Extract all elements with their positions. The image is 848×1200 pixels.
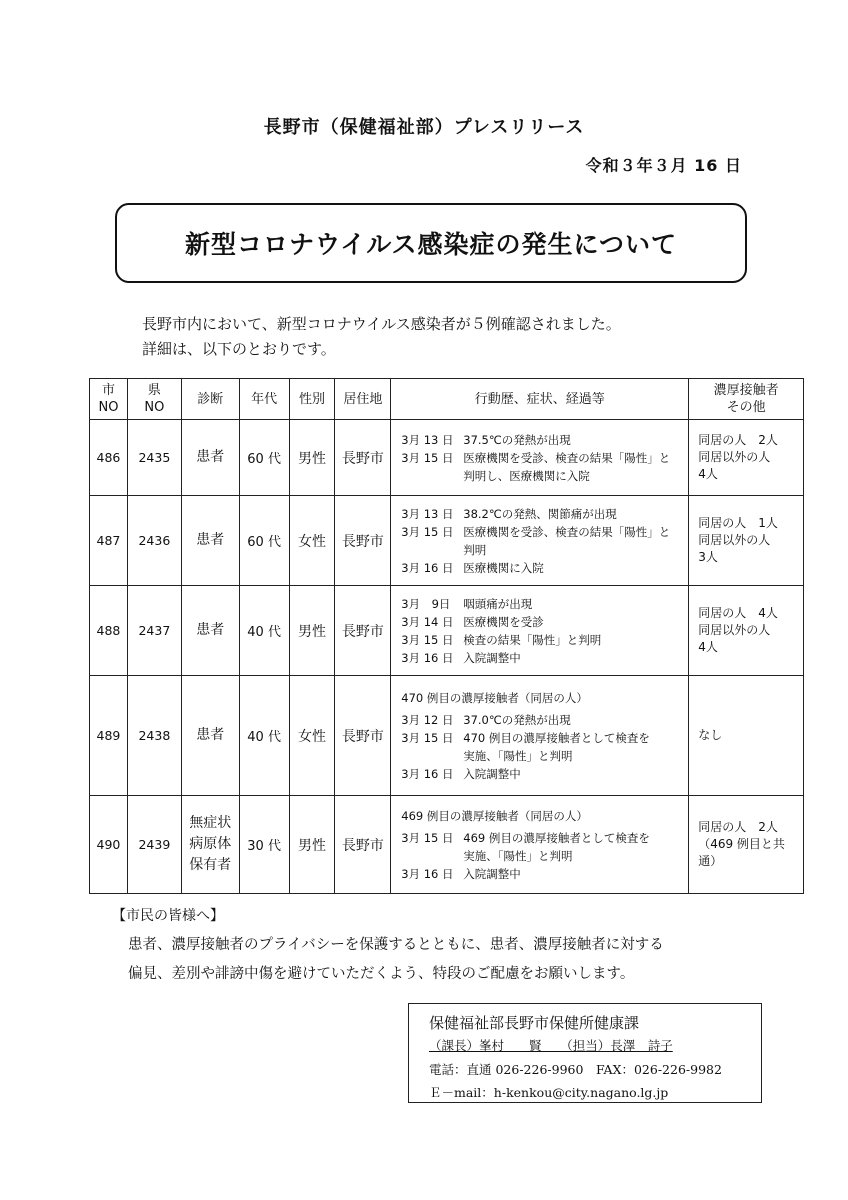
cell-age: 40 代 [239, 676, 289, 796]
contact-case-note: 469 例目の濃厚接触者（同居の人） [401, 808, 588, 823]
cell-age: 30 代 [239, 796, 289, 894]
cell-sex: 男性 [289, 586, 335, 676]
cell-pref-no: 2439 [127, 796, 181, 894]
citizens-message [128, 931, 664, 989]
history-entry [401, 729, 688, 747]
cell-contacts [689, 676, 804, 796]
cell-city-no: 490 [90, 796, 128, 894]
cell-city-no: 488 [90, 586, 128, 676]
cell-contacts [689, 420, 804, 496]
table-row [90, 676, 804, 796]
cell-city-no: 486 [90, 420, 128, 496]
history-text: 入院調整中 [463, 650, 521, 665]
header-diagnosis: 診断 [181, 379, 239, 420]
phone-fax: 電話：直通 026-226-9960 FAX：026-226-9982 [429, 1062, 722, 1077]
history-entry [401, 649, 688, 667]
history-date: 3月 15 日 [401, 524, 454, 539]
history-entry [401, 559, 688, 577]
contact-line: 4人 [698, 640, 718, 654]
citizens-message-line-2: 偏見、差別や誹謗中傷を避けていただくよう、特段のご配慮をお願いします。 [128, 966, 635, 982]
header-pref-no: 県 NO [127, 379, 181, 420]
history-date: 3月 13 日 [401, 432, 454, 447]
contact-line: 通） [698, 854, 723, 868]
history-date: 3月 13 日 [401, 506, 454, 521]
history-text: 検査の結果「陽性」と判明 [463, 632, 602, 647]
intro-line-2: 詳細は、以下のとおりです。 [142, 340, 336, 358]
cell-age: 40 代 [239, 586, 289, 676]
history-entry [401, 711, 688, 729]
history-entry [401, 595, 688, 613]
history-text: 37.5℃の発熱が出現 [463, 432, 571, 447]
cell-age: 60 代 [239, 420, 289, 496]
header-sex: 性別 [289, 379, 335, 420]
contact-line: 同居以外の人 [698, 533, 771, 547]
cell-history [391, 420, 689, 496]
contact-line: 同居以外の人 [698, 450, 771, 464]
contact-line: 同居の人 1人 [698, 516, 778, 530]
cell-pref-no: 2435 [127, 420, 181, 496]
history-date [401, 541, 463, 559]
history-text: 実施、「陽性」と判明 [463, 848, 573, 863]
history-text: 38.2℃の発熱、関節痛が出現 [463, 506, 617, 521]
cell-city-no: 487 [90, 496, 128, 586]
cell-city-no: 489 [90, 676, 128, 796]
contact-line: なし [698, 728, 723, 742]
history-text: 医療機関を受診、検査の結果「陽性」と [463, 524, 671, 539]
press-release-title: 長野市（保健福祉部）プレスリリース [263, 117, 585, 138]
history-text: 37.0℃の発熱が出現 [463, 712, 571, 727]
cell-contacts [689, 496, 804, 586]
release-date: 令和３年３月 16 日 [585, 156, 742, 175]
cell-diagnosis [181, 676, 239, 796]
diagnosis-line: 保有者 [189, 857, 232, 873]
cell-history [391, 496, 689, 586]
history-text: 469 例目の濃厚接触者として検査を [463, 830, 650, 845]
history-entry [401, 431, 688, 449]
contact-line: 同居の人 4人 [698, 606, 778, 620]
cell-history [391, 676, 689, 796]
cell-history [391, 796, 689, 894]
history-date [401, 847, 463, 865]
history-entry [401, 765, 688, 783]
history-entry [401, 829, 688, 847]
history-date: 3月 14 日 [401, 614, 454, 629]
diagnosis-line: 無症状 [189, 815, 232, 831]
history-date: 3月 16 日 [401, 560, 454, 575]
history-text: 入院調整中 [463, 766, 521, 781]
history-text: 判明し、医療機関に入院 [463, 468, 590, 483]
contact-line: 同居以外の人 [698, 623, 771, 637]
history-entry [401, 541, 688, 559]
header-age: 年代 [239, 379, 289, 420]
intro-line-1: 長野市内において、新型コロナウイルス感染者が５例確認されました。 [142, 315, 621, 333]
diagnosis-line: 患者 [196, 622, 225, 638]
history-date: 3月 15 日 [401, 830, 454, 845]
diagnosis-line: 患者 [196, 727, 225, 743]
table-row [90, 496, 804, 586]
document-title-box [115, 203, 747, 283]
history-date: 3月 15 日 [401, 730, 454, 745]
history-date: 3月 12 日 [401, 712, 454, 727]
header-contacts: 濃厚接触者 その他 [689, 379, 804, 420]
intro-paragraph [142, 312, 621, 362]
history-entry [401, 847, 688, 865]
cell-residence: 長野市 [335, 496, 391, 586]
contact-line: 4人 [698, 467, 718, 481]
cell-sex: 女性 [289, 496, 335, 586]
history-date: 3月 15 日 [401, 450, 454, 465]
contact-line: 同居の人 2人 [698, 820, 778, 834]
cell-pref-no: 2436 [127, 496, 181, 586]
history-text: 470 例目の濃厚接触者として検査を [463, 730, 650, 745]
history-date [401, 747, 463, 765]
cell-residence: 長野市 [335, 676, 391, 796]
contact-info-box [408, 1003, 762, 1103]
history-text: 実施、「陽性」と判明 [463, 748, 573, 763]
history-entry [401, 865, 688, 883]
history-text: 判明 [463, 542, 487, 557]
history-date: 3月 9日 [401, 596, 451, 611]
staff-names: （課長）峯村 賢 （担当）長澤 詩子 [429, 1038, 673, 1053]
history-text: 医療機関に入院 [463, 560, 544, 575]
cell-history [391, 586, 689, 676]
contact-line: 3人 [698, 550, 718, 564]
citizens-heading: 【市民の皆様へ】 [112, 908, 224, 924]
cell-diagnosis [181, 586, 239, 676]
history-date: 3月 16 日 [401, 650, 454, 665]
history-text: 医療機関を受診 [463, 614, 544, 629]
table-row [90, 420, 804, 496]
cell-residence: 長野市 [335, 586, 391, 676]
email-address: Ｅ－mail：h-kenkou@city.nagano.lg.jp [429, 1085, 669, 1100]
diagnosis-line: 患者 [196, 532, 225, 548]
diagnosis-line: 病原体 [189, 836, 232, 852]
citizens-message-line-1: 患者、濃厚接触者のプライバシーを保護するとともに、患者、濃厚接触者に対する [128, 937, 664, 953]
cell-contacts [689, 586, 804, 676]
cell-pref-no: 2438 [127, 676, 181, 796]
cell-contacts [689, 796, 804, 894]
history-entry [401, 505, 688, 523]
history-entry [401, 613, 688, 631]
history-entry [401, 467, 688, 485]
table-row [90, 796, 804, 894]
cell-residence: 長野市 [335, 796, 391, 894]
cell-sex: 女性 [289, 676, 335, 796]
table-row [90, 586, 804, 676]
history-text: 医療機関を受診、検査の結果「陽性」と [463, 450, 671, 465]
cell-sex: 男性 [289, 420, 335, 496]
history-entry [401, 523, 688, 541]
table-body [90, 420, 804, 894]
cell-residence: 長野市 [335, 420, 391, 496]
history-entry [401, 747, 688, 765]
table-header-row [90, 379, 804, 420]
history-entry [401, 631, 688, 649]
cell-diagnosis [181, 420, 239, 496]
department-name: 保健福祉部長野市保健所健康課 [429, 1014, 640, 1032]
cell-diagnosis [181, 496, 239, 586]
diagnosis-line: 患者 [196, 449, 225, 465]
cell-diagnosis [181, 796, 239, 894]
contact-line: 同居の人 2人 [698, 433, 778, 447]
contact-case-note: 470 例目の濃厚接触者（同居の人） [401, 690, 588, 705]
header-city-no: 市 NO [90, 379, 128, 420]
history-date: 3月 16 日 [401, 866, 454, 881]
contact-line: （469 例目と共 [698, 837, 785, 851]
history-date [401, 467, 463, 485]
cell-sex: 男性 [289, 796, 335, 894]
history-text: 入院調整中 [463, 866, 521, 881]
history-date: 3月 15 日 [401, 632, 454, 647]
history-entry [401, 449, 688, 467]
cell-pref-no: 2437 [127, 586, 181, 676]
cell-age: 60 代 [239, 496, 289, 586]
document-title: 新型コロナウイルス感染症の発生について [184, 230, 677, 259]
header-residence: 居住地 [335, 379, 391, 420]
history-date: 3月 16 日 [401, 766, 454, 781]
history-text: 咽頭痛が出現 [463, 596, 533, 611]
cases-table [89, 378, 804, 894]
header-history: 行動歴、症状、経過等 [391, 379, 689, 420]
